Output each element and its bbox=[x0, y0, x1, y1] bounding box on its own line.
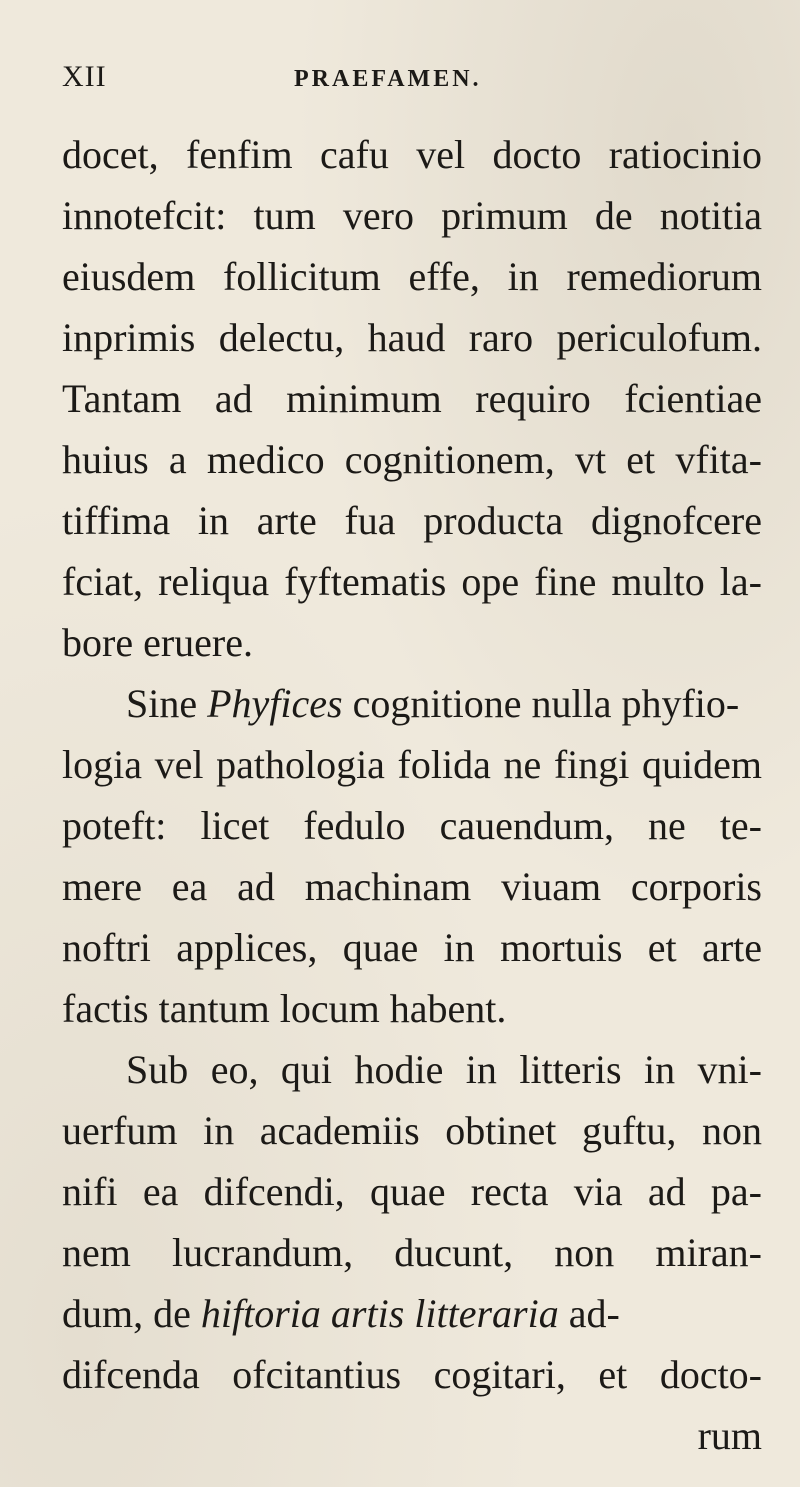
text-line: docet, fenfim cafu vel docto ratiocinio bbox=[62, 132, 762, 177]
text-span: dum, de bbox=[62, 1291, 201, 1336]
text-line: noftri applices, quae in mortuis et arte bbox=[62, 925, 762, 970]
running-head bbox=[62, 60, 762, 100]
catchword: rum bbox=[697, 1413, 762, 1458]
text-line: innotefcit: tum vero primum de notitia bbox=[62, 193, 762, 238]
italic-term: hiftoria artis litteraria bbox=[200, 1291, 559, 1336]
text-line: mere ea ad machinam viuam corporis bbox=[62, 864, 762, 909]
text-line: nifi ea difcendi, quae recta via ad pa- bbox=[62, 1169, 762, 1214]
text-line: uerfum in academiis obtinet guftu, non bbox=[62, 1108, 762, 1153]
text-line: eiusdem follicitum effe, in remediorum bbox=[62, 254, 762, 299]
paragraph-2-first-line bbox=[62, 673, 762, 734]
page-number: XII bbox=[62, 60, 107, 93]
running-title: PRAEFAMEN. bbox=[294, 66, 482, 92]
text-line: logia vel pathologia folida ne fingi quidem bbox=[62, 742, 762, 787]
text-span: ad- bbox=[558, 1291, 620, 1336]
text-line: tiffima in arte fua producta dignofcere bbox=[62, 498, 762, 543]
text-line: inprimis delectu, haud raro periculofum. bbox=[62, 315, 762, 360]
text-line: Sub eo, qui hodie in litteris in vni- bbox=[126, 1047, 762, 1092]
text-line: bore eruere. bbox=[62, 620, 253, 665]
text-line: fciat, reliqua fyftematis ope fine multo la- bbox=[62, 559, 762, 604]
paragraph-3-italic-line bbox=[62, 1283, 762, 1344]
text-line: poteft: licet fedulo cauendum, ne te- bbox=[62, 803, 762, 848]
text-line: factis tantum locum habent. bbox=[62, 986, 507, 1031]
text-line: difcenda ofcitantius cogitari, et docto- bbox=[62, 1352, 762, 1397]
text-line: nem lucrandum, ducunt, non miran- bbox=[62, 1230, 762, 1275]
body-text bbox=[62, 124, 762, 1466]
text-span: cognitione nulla phyfio- bbox=[342, 681, 740, 726]
text-span: Sine bbox=[126, 681, 208, 726]
text-line: Tantam ad minimum requiro fcientiae bbox=[62, 376, 762, 421]
italic-term: Phyfices bbox=[207, 681, 343, 726]
text-line: huius a medico cognitionem, vt et vfita- bbox=[62, 437, 762, 482]
